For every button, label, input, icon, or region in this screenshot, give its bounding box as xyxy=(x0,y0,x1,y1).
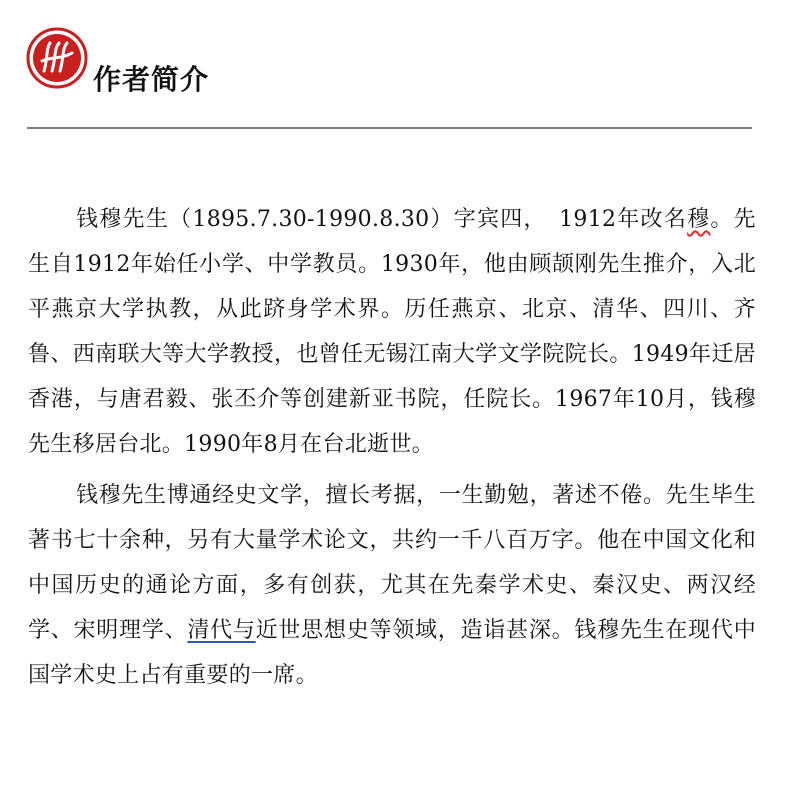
seal-logo-icon xyxy=(26,27,88,89)
text-run: 钱穆先生（1895.7.30-1990.8.30）字宾四， 1912年改名 xyxy=(76,207,688,232)
paragraph-scholarship xyxy=(28,473,756,698)
paragraph-biography xyxy=(28,197,756,467)
text-run: 。先生自1912年始任小学、中学教员。1930年，他由顾颉刚先生推介，入北平燕京大学执教，从此跻身学术界。历任燕京、北京、清华、四川、齐鲁、西南联大等大学教授，也曾任无锡江南大学文学院院长。1949年迁居香港，与唐君毅、张丕介等创建新亚书院，任院长。1967年10月，钱穆先生移居台北。1990年8月在台北逝世。 xyxy=(28,207,756,457)
underlined-phrase[interactable]: 清代与 xyxy=(187,618,256,643)
title-divider xyxy=(27,127,752,129)
spellcheck-flagged-word[interactable]: 穆 xyxy=(687,207,711,232)
page-title: 作者简介 xyxy=(93,63,210,96)
text-run: 钱穆先生博通经史文学，擅长考据，一生勤勉，著述不倦。先生毕生著书七十余种，另有大量学术论文，共约一千八百万字。他在中国文化和中国历史的通论方面，多有创获，尤其在先秦学术史、秦汉史、两汉经学、宋明理学、 xyxy=(28,483,756,643)
document-body xyxy=(28,197,756,698)
text-run: 近世思想史等领域，造诣甚深。钱穆先生在现代中国学术史上占有重要的一席。 xyxy=(28,618,756,688)
